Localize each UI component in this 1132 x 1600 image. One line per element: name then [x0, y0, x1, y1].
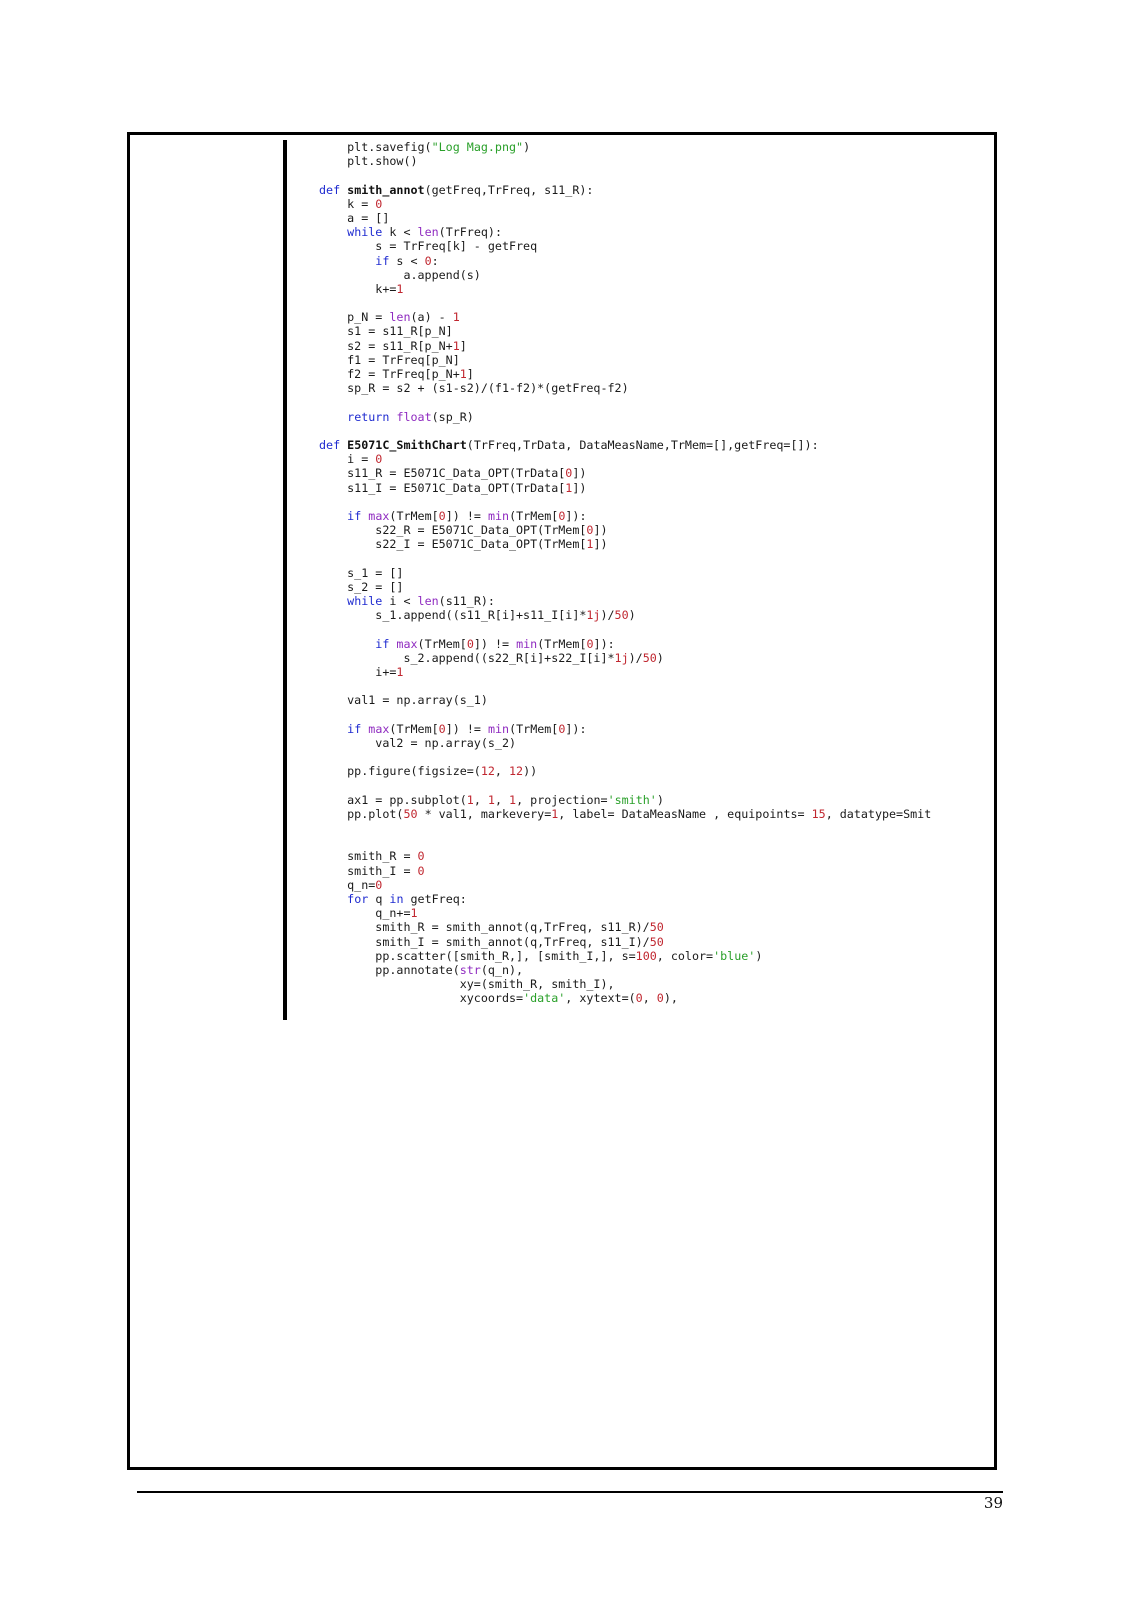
code-token: , projection= — [516, 792, 608, 807]
code-token: 1 — [410, 906, 418, 921]
code-token: 0 — [375, 877, 383, 892]
code-token: max — [396, 636, 418, 651]
code-token: s = TrFreq[k] - getFreq — [319, 239, 538, 254]
code-token — [319, 410, 347, 424]
code-line — [319, 367, 987, 381]
code-token: s2 = s11_R[p_N+ — [319, 338, 453, 353]
code-token: ax1 = pp.subplot( — [319, 792, 467, 807]
code-token: pp.plot( — [319, 806, 404, 821]
code-token: 50 — [403, 806, 418, 821]
code-token: , — [494, 764, 509, 779]
code-token: (s11_R): — [438, 594, 495, 608]
code-line — [319, 807, 987, 821]
code-token: return — [347, 409, 390, 424]
code-token: , — [642, 991, 657, 1006]
code-line — [319, 665, 987, 679]
code-token: : — [431, 253, 439, 268]
code-token: )) — [523, 764, 538, 779]
code-token: pp.annotate( — [319, 962, 460, 977]
code-line — [319, 622, 987, 636]
code-line — [319, 254, 987, 268]
code-token: pp.scatter([smith_R,], [smith_I,], s= — [319, 948, 636, 963]
code-token: s22_I = E5071C_Data_OPT(TrMem[ — [319, 537, 587, 552]
code-token: s11_R = E5071C_Data_OPT(TrData[ — [319, 466, 566, 481]
code-line — [319, 523, 987, 537]
code-token: i+= — [319, 664, 397, 679]
code-token: )/ — [600, 608, 615, 623]
code-token: while — [347, 225, 383, 240]
code-token: plt.show() — [319, 154, 418, 169]
code-token: f1 = TrFreq[p_N] — [319, 352, 460, 367]
code-token: s_1.append((s11_R[i]+s11_I[i]* — [319, 608, 587, 623]
code-token: ) — [628, 608, 636, 623]
code-token: max — [368, 721, 390, 736]
code-token: (TrMem[ — [537, 636, 587, 651]
code-token — [319, 594, 347, 608]
code-line — [319, 438, 987, 452]
code-line — [319, 594, 987, 608]
code-line — [319, 963, 987, 977]
code-line — [319, 906, 987, 920]
code-token: 'blue' — [713, 948, 756, 963]
code-token: 1 — [396, 664, 404, 679]
code-token: str — [459, 962, 481, 977]
code-line — [319, 381, 987, 395]
code-line — [319, 722, 987, 736]
code-token — [319, 637, 375, 651]
code-line — [319, 509, 987, 523]
code-token: s < — [389, 253, 425, 268]
code-token: 0 — [635, 991, 643, 1006]
code-token: 0 — [558, 508, 566, 523]
code-token: 100 — [635, 948, 657, 963]
code-token: (a) - — [410, 310, 453, 325]
code-line — [319, 693, 987, 707]
code-token: ]) != — [445, 721, 488, 736]
code-line — [319, 551, 987, 565]
code-line — [319, 239, 987, 253]
code-line — [319, 140, 987, 154]
code-token: 0 — [375, 196, 383, 211]
code-token: p_N = — [319, 310, 390, 325]
code-token: a.append(s) — [319, 267, 481, 282]
code-token: 1 — [396, 281, 404, 296]
code-token: (q_n), — [480, 962, 524, 977]
code-line — [319, 864, 987, 878]
code-token: smith_annot — [347, 182, 425, 197]
code-token: 0 — [565, 466, 573, 481]
code-line — [319, 410, 987, 424]
code-token: in — [389, 891, 404, 906]
code-token: s11_I = E5071C_Data_OPT(TrData[ — [319, 480, 566, 495]
code-line — [319, 821, 987, 835]
code-token: 0 — [438, 508, 446, 523]
code-token: ]) — [572, 480, 587, 495]
code-token: 1 — [551, 806, 559, 821]
code-token: 0 — [417, 863, 425, 878]
code-token: E5071C_SmithChart — [347, 437, 467, 452]
code-token: "Log Mag.png" — [431, 140, 524, 154]
code-token: ) — [656, 792, 664, 807]
code-token: 1 — [466, 792, 474, 807]
code-token: 0 — [466, 636, 474, 651]
code-token: smith_R = — [319, 849, 418, 864]
code-line — [319, 395, 987, 409]
code-token: min — [516, 636, 538, 651]
code-token: 1 — [452, 338, 460, 353]
code-line — [319, 324, 987, 338]
code-token: sp_R = s2 + (s1-s2)/(f1-f2)*(getFreq-f2) — [319, 381, 629, 396]
code-token: 0 — [586, 523, 594, 538]
code-token: ]) — [593, 523, 608, 538]
code-token: k < — [382, 225, 418, 240]
code-line — [319, 466, 987, 480]
code-line — [319, 452, 987, 466]
code-token — [319, 722, 347, 736]
code-token: ) — [523, 140, 531, 154]
code-token: (getFreq,TrFreq, s11_R): — [424, 182, 594, 197]
code-token: len — [417, 594, 439, 608]
code-line — [319, 778, 987, 792]
code-token: 0 — [438, 721, 446, 736]
code-line — [319, 310, 987, 324]
code-token: (TrFreq,TrData, DataMeasName,TrMem=[],getFreq=[]): — [466, 437, 819, 452]
code-line — [319, 750, 987, 764]
code-token: * val1, markevery= — [417, 806, 552, 821]
code-token: , label= DataMeasName , equipoints= — [558, 806, 812, 821]
code-token: if — [375, 636, 390, 651]
code-line — [319, 991, 987, 1005]
code-line — [319, 637, 987, 651]
code-token: , datatype=Smit — [825, 806, 932, 821]
code-listing — [287, 140, 987, 1005]
document-frame — [127, 132, 997, 1470]
code-token: 'data' — [523, 991, 566, 1006]
code-token: ] — [466, 367, 474, 381]
code-token: ) — [656, 650, 664, 665]
code-line — [319, 764, 987, 778]
code-line — [319, 495, 987, 509]
code-token: 15 — [811, 806, 826, 821]
code-token: smith_R = smith_annot(q,TrFreq, s11_R)/ — [319, 920, 650, 935]
code-line — [319, 566, 987, 580]
code-token: ]) != — [445, 508, 488, 523]
footer-rule — [137, 1491, 1003, 1493]
code-token: 1 — [459, 367, 467, 381]
code-token: 'smith' — [607, 792, 657, 807]
code-token: min — [487, 508, 510, 523]
code-line — [319, 353, 987, 367]
code-token: def — [319, 437, 348, 452]
code-token: q — [368, 891, 390, 906]
code-token: 0 — [424, 253, 432, 268]
code-line — [319, 977, 987, 991]
code-token: min — [487, 721, 510, 736]
code-token: 0 — [656, 991, 664, 1006]
code-token: s_1 = [] — [319, 565, 404, 580]
code-token: (TrMem[ — [417, 636, 467, 651]
code-line — [319, 225, 987, 239]
code-token: ]): — [565, 508, 587, 523]
code-line — [319, 211, 987, 225]
code-line — [319, 793, 987, 807]
code-token — [319, 254, 375, 268]
code-token: ] — [459, 338, 467, 353]
code-token: q_n+= — [319, 906, 411, 921]
code-token: 1j — [614, 650, 629, 665]
code-line — [319, 154, 987, 168]
code-token: getFreq: — [403, 891, 467, 906]
code-token: (TrMem[ — [509, 721, 559, 736]
code-token: )/ — [628, 650, 643, 665]
code-line — [319, 197, 987, 211]
code-token: s_2 = [] — [319, 579, 404, 594]
code-token: 1 — [509, 792, 517, 807]
code-line — [319, 878, 987, 892]
code-line — [319, 537, 987, 551]
code-token: k = — [319, 196, 376, 211]
code-token: i < — [382, 594, 418, 608]
page-number: 39 — [983, 1494, 1003, 1512]
code-line — [319, 183, 987, 197]
code-token: a = [] — [319, 210, 390, 225]
code-token: ]) != — [473, 636, 517, 651]
code-line — [319, 849, 987, 863]
code-line — [319, 168, 987, 182]
code-token: (TrMem[ — [389, 508, 439, 523]
code-token: 0 — [558, 721, 566, 736]
code-token: (TrFreq): — [438, 225, 502, 240]
code-token: 1j — [586, 608, 601, 623]
code-token: ]): — [593, 636, 615, 651]
code-token: 0 — [417, 849, 425, 864]
code-token — [319, 892, 347, 906]
code-line — [319, 835, 987, 849]
code-line — [319, 736, 987, 750]
code-token: xy=(smith_R, smith_I), — [319, 977, 615, 992]
code-token: if — [347, 721, 362, 736]
code-line — [319, 282, 987, 296]
code-line — [319, 424, 987, 438]
code-token: 12 — [480, 764, 495, 779]
code-token: max — [368, 508, 390, 523]
code-line — [319, 708, 987, 722]
code-token: q_n= — [319, 877, 376, 892]
code-token: 50 — [649, 934, 664, 949]
code-token: , — [473, 792, 488, 807]
code-token: ), — [663, 991, 678, 1006]
code-token: if — [347, 508, 362, 523]
code-token: 0 — [586, 636, 594, 651]
code-line — [319, 949, 987, 963]
code-token: 1 — [452, 310, 460, 325]
code-token: s1 = s11_R[p_N] — [319, 324, 453, 339]
code-token: 50 — [642, 650, 657, 665]
code-token: f2 = TrFreq[p_N+ — [319, 367, 460, 381]
code-token: ]): — [565, 721, 587, 736]
code-token: if — [375, 253, 390, 268]
code-token: 12 — [509, 764, 524, 779]
code-token — [319, 225, 347, 239]
code-token: len — [389, 310, 411, 325]
code-line — [319, 892, 987, 906]
code-line — [319, 268, 987, 282]
code-line — [319, 920, 987, 934]
code-token: ]) — [593, 537, 608, 552]
code-token: ) — [755, 948, 763, 963]
code-token: 1 — [586, 537, 594, 552]
code-token: xycoords= — [319, 991, 524, 1006]
code-token: 50 — [649, 920, 664, 935]
code-token: val2 = np.array(s_2) — [319, 735, 517, 750]
code-line — [319, 608, 987, 622]
code-token: , xytext=( — [565, 991, 636, 1006]
code-token: i = — [319, 452, 376, 467]
code-token: pp.figure(figsize=( — [319, 764, 481, 779]
code-token: (TrMem[ — [389, 721, 439, 736]
code-token: for — [347, 891, 369, 906]
code-token: 1 — [487, 792, 495, 807]
code-token: 50 — [614, 608, 629, 623]
code-token: val1 = np.array(s_1) — [319, 693, 488, 708]
code-token: , color= — [656, 948, 714, 963]
code-line — [319, 679, 987, 693]
code-token: smith_I = — [319, 863, 418, 878]
code-token: len — [417, 225, 439, 240]
code-token: 0 — [375, 452, 383, 467]
code-token: def — [319, 182, 348, 197]
code-token: (sp_R) — [431, 409, 474, 424]
code-line — [319, 481, 987, 495]
code-token: float — [396, 409, 432, 424]
code-line — [319, 580, 987, 594]
code-token: smith_I = smith_annot(q,TrFreq, s11_I)/ — [319, 934, 650, 949]
code-token: s_2.append((s22_R[i]+s22_I[i]* — [319, 650, 615, 665]
code-token: ]) — [572, 466, 587, 481]
code-token: plt.savefig( — [319, 140, 432, 154]
code-listing-panel — [283, 140, 987, 1020]
code-line — [319, 296, 987, 310]
code-token: k+= — [319, 281, 397, 296]
code-token — [319, 509, 347, 523]
code-token: while — [347, 594, 383, 608]
code-token: s22_R = E5071C_Data_OPT(TrMem[ — [319, 523, 587, 538]
code-line — [319, 651, 987, 665]
code-line — [319, 935, 987, 949]
code-token: , — [494, 792, 510, 807]
code-line — [319, 339, 987, 353]
code-token: (TrMem[ — [509, 508, 559, 523]
code-token: 1 — [565, 480, 573, 495]
